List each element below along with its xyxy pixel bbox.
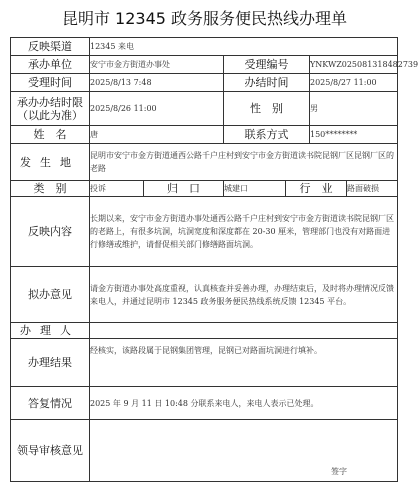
opinion-value: 请金方街道办事处高度重视，认真核查并妥善办理，办理结束后，及时将办理情况反馈来电人，并通过昆明市 12345 政务服务便民热线系统反馈 12345 平台。 <box>90 267 398 323</box>
result-label: 办理结果 <box>11 339 90 387</box>
row-opinion <box>11 267 398 323</box>
deadline-label: 办结时间 <box>224 74 310 92</box>
contact-value: 150******** <box>310 126 398 144</box>
return-label: 归 口 <box>144 181 224 197</box>
content-value: 长期以来，安宁市金方街道办事处通西公路千户庄村到安宁市金方街道读书院昆钢厂区的老路上，有很多坑洞，坑洞宽度和深度都在 20-30 厘米，管理部门也没有对路面进行修缮或维护，请督促相关部门修缮路面坑洞。 <box>90 197 398 267</box>
accept-time-value: 2025/8/13 7:48 <box>90 74 224 92</box>
deadline-value: 2025/8/27 11:00 <box>310 74 398 92</box>
return-value: 城建口 <box>224 181 286 197</box>
row-result <box>11 339 398 387</box>
unit-label: 承办单位 <box>11 56 90 74</box>
location-label: 发生地 <box>11 144 90 181</box>
due-time-label: 承办办结时限（以此为准） <box>11 92 90 126</box>
review-value <box>90 420 398 482</box>
row-review <box>11 420 398 482</box>
row-channel <box>11 38 398 56</box>
review-label: 领导审核意见 <box>11 420 90 482</box>
accept-time-label: 受理时间 <box>11 74 90 92</box>
due-time-value: 2025/8/26 11:00 <box>90 92 224 126</box>
category-label: 类 别 <box>11 181 90 197</box>
gender-value: 男 <box>310 92 398 126</box>
hotline-form-table <box>10 37 418 482</box>
reply-value: 2025 年 9 月 11 日 10:48 分联系来电人，来电人表示已处理。 <box>90 387 398 420</box>
handler-label: 办理人 <box>11 323 90 339</box>
industry-label: 行 业 <box>286 181 347 197</box>
name-value: 唐 <box>90 126 224 144</box>
row-category <box>11 181 398 197</box>
ticket-no-value: YNKWZ025081318482739 <box>310 56 398 74</box>
row-content <box>11 197 398 267</box>
row-name <box>11 126 398 144</box>
unit-value: 安宁市金方街道办事处 <box>90 56 224 74</box>
reply-label: 答复情况 <box>11 387 90 420</box>
contact-label: 联系方式 <box>224 126 310 144</box>
opinion-label: 拟办意见 <box>11 267 90 323</box>
page-title: 昆明市 12345 政务服务便民热线办理单 <box>61 9 348 28</box>
result-value: 经核实，该路段属于昆钢集团管理，昆钢已对路面坑洞进行填补。 <box>90 339 398 387</box>
row-unit <box>11 56 398 74</box>
content-label: 反映内容 <box>11 197 90 267</box>
industry-value: 路面破损 <box>347 181 398 197</box>
ticket-no-label: 受理编号 <box>224 56 310 74</box>
channel-label: 反映渠道 <box>11 38 90 56</box>
row-accept-time <box>11 74 398 92</box>
row-handler <box>11 323 398 339</box>
row-due-time <box>11 92 398 126</box>
sign-label: 签字 <box>331 467 348 476</box>
row-location <box>11 144 398 181</box>
channel-value: 12345 来电 <box>90 38 398 56</box>
row-reply <box>11 387 398 420</box>
name-label: 姓 名 <box>11 126 90 144</box>
category-value: 投诉 <box>90 181 144 197</box>
handler-value <box>90 323 398 339</box>
location-value: 昆明市安宁市金方街道通西公路千户庄村到安宁市金方街道读书院昆钢厂区昆钢厂区的老路 <box>90 144 398 181</box>
gender-label: 性 别 <box>224 92 310 126</box>
